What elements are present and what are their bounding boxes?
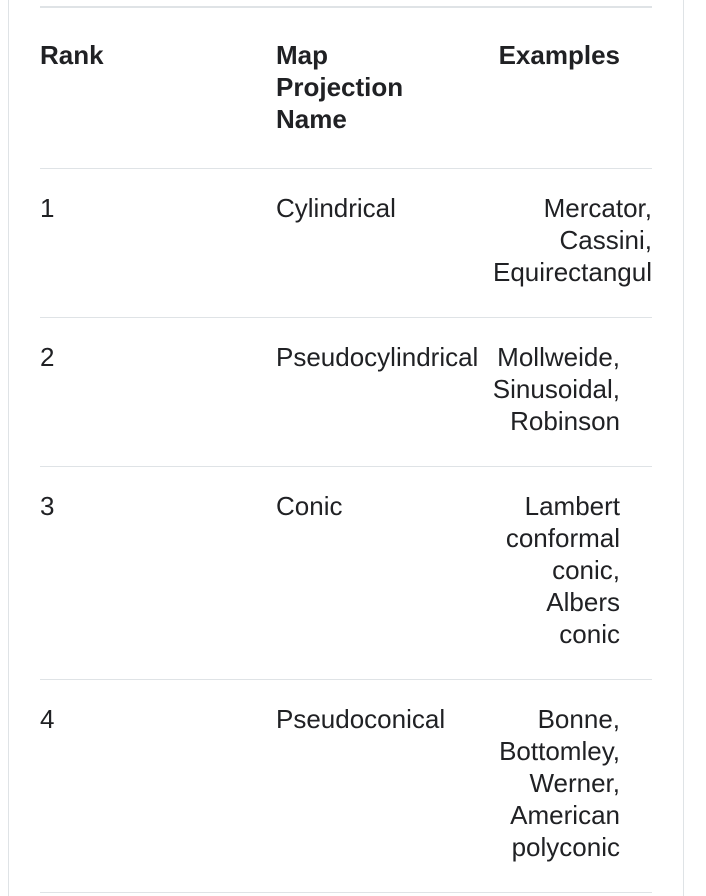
- examples-cell: [476, 467, 652, 680]
- rank-cell: 1: [40, 193, 55, 223]
- column-header-rank: Rank: [40, 40, 104, 70]
- projection-name-cell: Pseudoconical: [276, 704, 446, 734]
- examples-cell: [476, 169, 652, 318]
- table-header-row: [40, 8, 652, 169]
- column-header-name: [276, 8, 476, 169]
- examples-text: Mollweide, Sinusoidal, Robinson: [492, 342, 620, 436]
- table-row: [40, 467, 652, 680]
- rank-cell: 2: [40, 342, 55, 372]
- projection-name-cell: Pseudocylindrical: [276, 342, 479, 372]
- table-row: [40, 318, 652, 467]
- examples-text: Lambert conformal conic, Albers conic: [505, 491, 620, 649]
- projection-table: [40, 8, 652, 893]
- table-row: [40, 169, 652, 318]
- examples-text: Bonne, Bottomley, Werner, American polyconic: [499, 704, 620, 862]
- examples-text: Mercator, Cassini, Equirectangul: [493, 193, 652, 287]
- projection-name-cell: Cylindrical: [276, 193, 396, 223]
- examples-cell: [476, 318, 652, 467]
- column-header-examples: Examples: [498, 40, 620, 70]
- table-row: [40, 680, 652, 893]
- projection-name-cell: Conic: [276, 491, 343, 521]
- examples-cell: [476, 680, 652, 893]
- rank-cell: 3: [40, 491, 55, 521]
- rank-cell: 4: [40, 704, 55, 734]
- column-header-name-label: Map Projection Name: [276, 40, 404, 134]
